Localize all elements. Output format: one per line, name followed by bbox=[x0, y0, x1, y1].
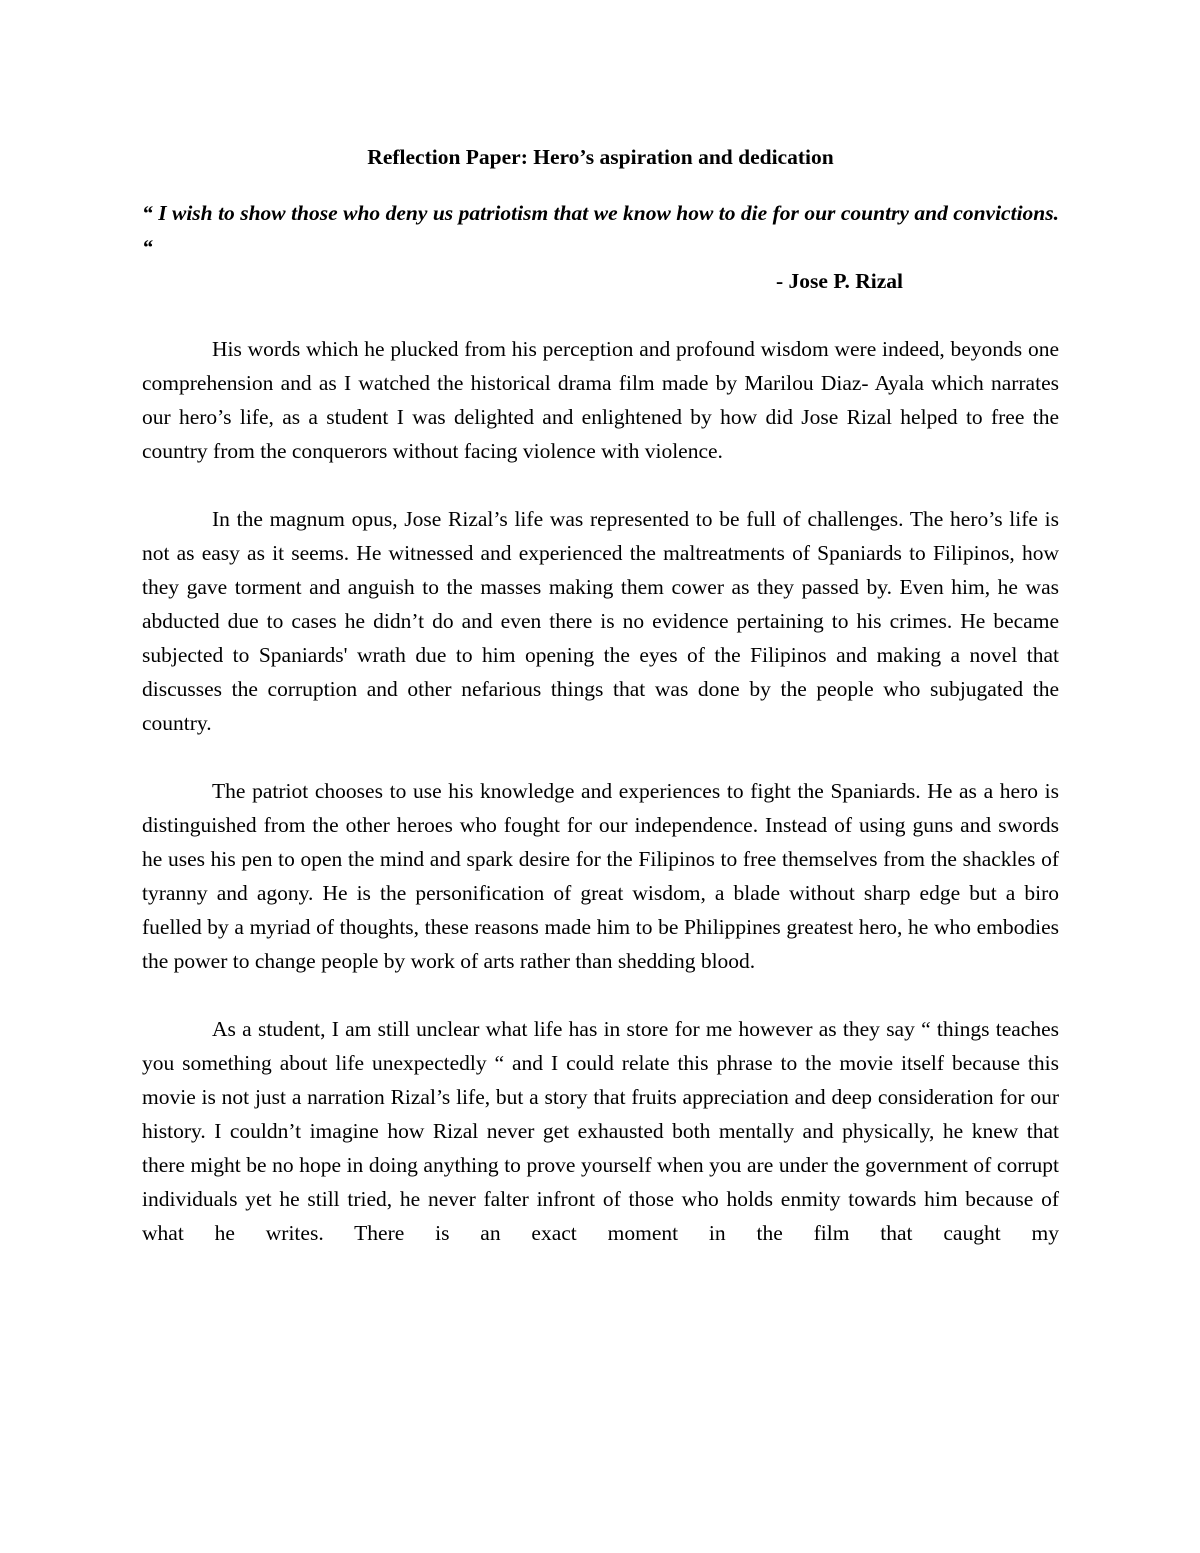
quote-attribution: - Jose P. Rizal bbox=[776, 269, 903, 293]
document-title: Reflection Paper: Hero’s aspiration and dedication bbox=[367, 145, 834, 169]
document-page bbox=[142, 140, 1059, 1250]
epigraph-quote: “ I wish to show those who deny us patriotism that we know how to die for our country and convictions. “ bbox=[142, 201, 1059, 259]
paragraph-4: As a student, I am still unclear what life has in store for me however as they say “ things teaches you something about life unexpectedly “ and I could relate this phrase to the movie itself because this movie is not just a narration Rizal’s life, but a story that fruits appreciation and deep consideration for our history. I couldn’t imagine how Rizal never get exhausted both mentally and physically, he knew that there might be no hope in doing anything to prove yourself when you are under the government of corrupt individuals yet he still tried, he never falter infront of those who holds enmity towards him because of what he writes. There is an exact moment in the film that caught my bbox=[142, 1017, 1059, 1245]
paragraph-2: In the magnum opus, Jose Rizal’s life was represented to be full of challenges. The hero’s life is not as easy as it seems. He witnessed and experienced the maltreatments of Spaniards to Filipinos, how they gave torment and anguish to the masses making them cower as they passed by. Even him, he was abducted due to cases he didn’t do and even there is no evidence pertaining to his crimes. He became subjected to Spaniards' wrath due to him opening the eyes of the Filipinos and making a novel that discusses the corruption and other nefarious things that was done by the people who subjugated the country. bbox=[142, 507, 1059, 735]
paragraph-3: The patriot chooses to use his knowledge and experiences to fight the Spaniards. He as a hero is distinguished from the other heroes who fought for our independence. Instead of using guns and swords he uses his pen to open the mind and spark desire for the Filipinos to free themselves from the shackles of tyranny and agony. He is the personification of great wisdom, a blade without sharp edge but a biro fuelled by a myriad of thoughts, these reasons made him to be Philippines greatest hero, he who embodies the power to change people by work of arts rather than shedding blood. bbox=[142, 779, 1059, 973]
paragraph-1: His words which he plucked from his perception and profound wisdom were indeed, beyonds one comprehension and as I watched the historical drama film made by Marilou Diaz- Ayala which narrates our hero’s life, as a student I was delighted and enlightened by how did Jose Rizal helped to free the country from the conquerors without facing violence with violence. bbox=[142, 337, 1059, 463]
